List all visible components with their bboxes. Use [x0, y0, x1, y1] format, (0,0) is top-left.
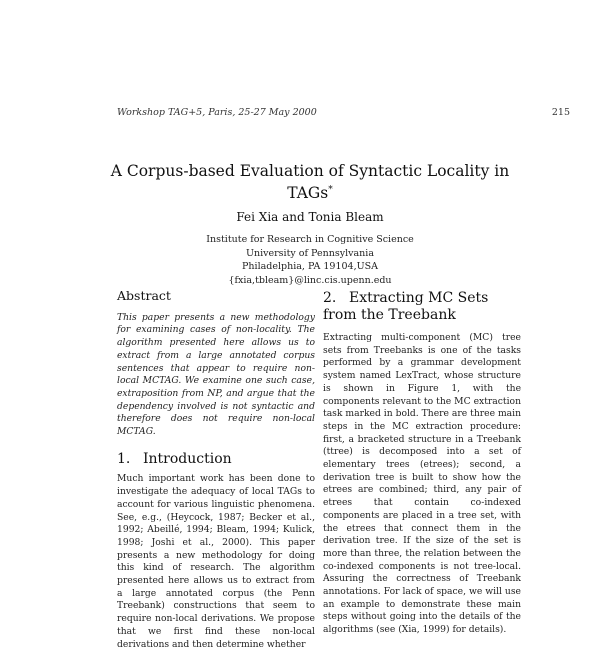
authors: Fei Xia and Tonia Bleam [236, 210, 384, 224]
introduction-number: 1. [117, 450, 131, 467]
running-title: Workshop TAG+5, Paris, 25-27 May 2000 [117, 107, 317, 118]
section2-number: 2. [323, 290, 337, 306]
introduction-heading [117, 450, 315, 467]
affiliation-email: {fxia,tbleam}@linc.cis.upenn.edu [228, 274, 392, 286]
affiliation-address: Philadelphia, PA 19104,USA [242, 261, 378, 272]
affiliation [110, 233, 510, 287]
section2-title: Extracting MC Sets from the Treebank [323, 290, 489, 323]
affiliation-institute: Institute for Research in Cognitive Science [206, 234, 414, 245]
right-column [323, 290, 521, 637]
section2-text: Extracting multi-component (MC) tree sets from Treebanks is one of the tasks performed by a grammar development system named LexTract, whose structure is shown in Figure 1, with the components relevant to the MC extraction task marked in bold. There are three main steps in the MC extraction procedure: first, a bracketed structure in a Treebank (ttree) is decomposed into a set of elementary trees (etrees); second, a derivation tree is built to show how the etrees are combined; third, any pair of etrees that contain co-indexed components are placed in a tree set, with the etrees that connect them in the derivation tree. If the size of the set is more than three, the relation between the co-indexed components is not tree-local. Assuring the correctness of Treebank annotations. For lack of space, we will use an example to demonstrate these main steps without going into the details of the algorithms (see (Xia, 1999) for details). [323, 332, 521, 636]
abstract-heading: Abstract [117, 288, 171, 303]
paper-title: A Corpus-based Evaluation of Syntactic Locality in TAGs [110, 162, 510, 203]
paper-title-block [110, 162, 510, 203]
left-column [117, 290, 315, 651]
section2-heading [323, 290, 521, 324]
introduction-title: Introduction [143, 450, 232, 467]
abstract-text: This paper presents a new methodology for examining cases of non-locality. The algorithm presented here allows us to extract from a large annotated corpus sentences that appear to require non-local MCTAG. We examine one such case, extraposition from NP, and argue that the dependency involved is not syntactic and therefore does not require non-local MCTAG. [117, 311, 315, 438]
title-footnote-mark: * [328, 185, 333, 195]
running-header [117, 107, 570, 118]
affiliation-university: University of Pennsylvania [245, 247, 375, 259]
introduction-text: Much important work has been done to investigate the adequacy of local TAGs to account for various linguistic phenomena. See, e.g., (Heycock, 1987; Becker et al., 1992; Abeillé, 1994; Bleam, 1994; Kulick, 1998; Joshi et al., 2000). This paper presents a new methodology for doing this kind of research. The algorithm presented here allows us to extract from a large annotated corpus (the Penn Treebank) constructions that seem to require non-local derivations. We propose that we first find these non-local derivations and then determine whether [117, 473, 315, 650]
page-number: 215 [551, 107, 570, 118]
